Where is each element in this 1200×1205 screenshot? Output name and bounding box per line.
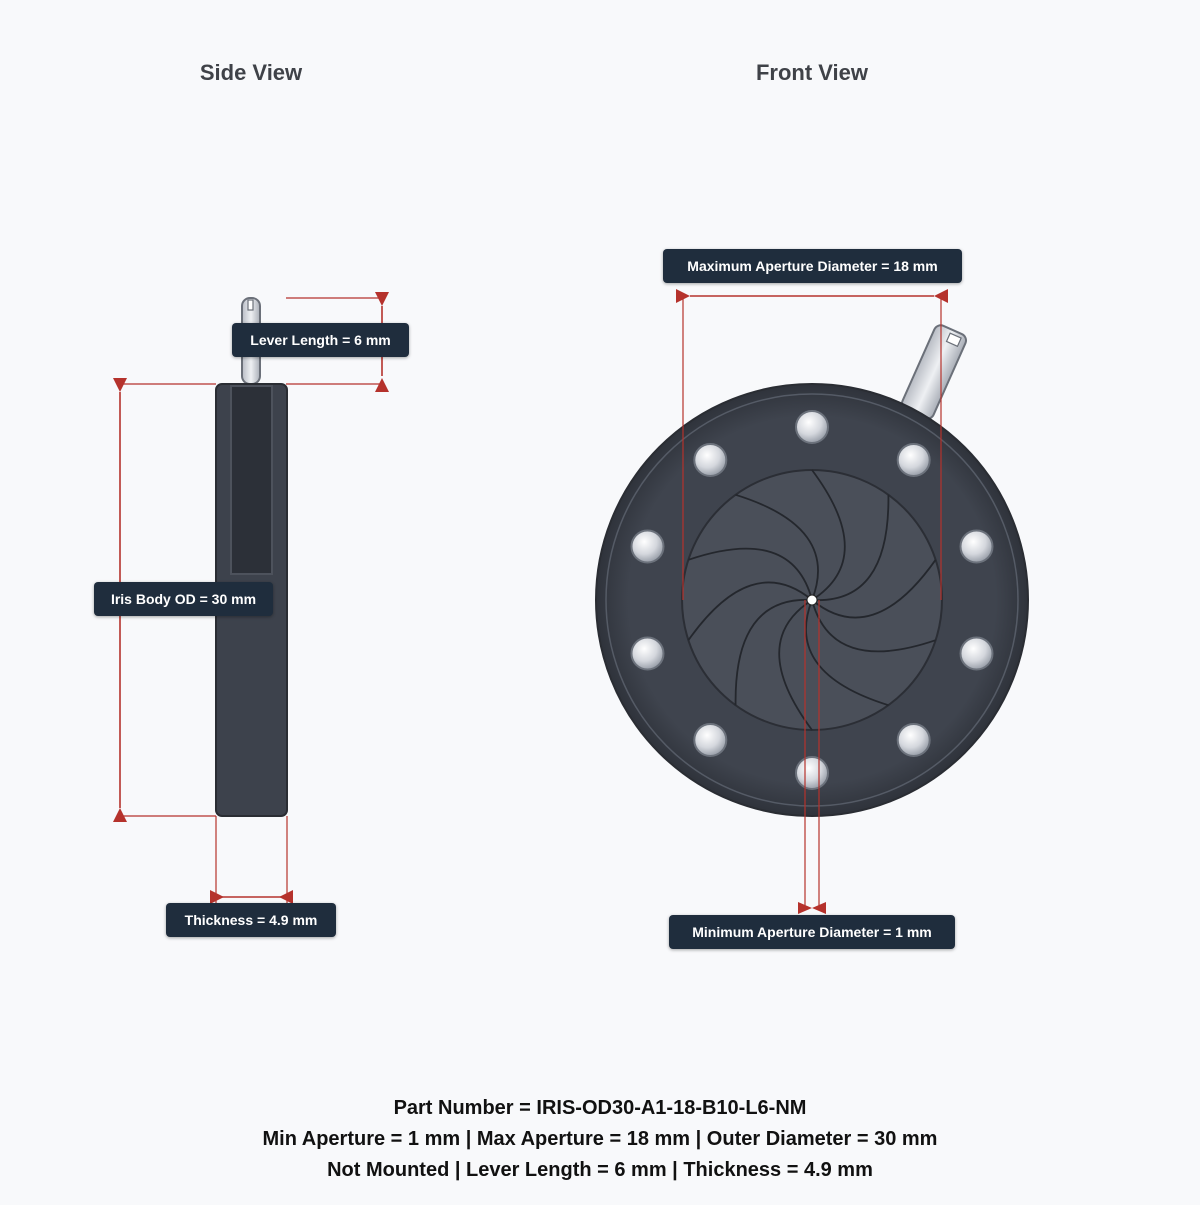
max-aperture-label: Maximum Aperture Diameter = 18 mm [663, 249, 962, 283]
iris-aperture [682, 470, 942, 730]
footer-specs-line: Min Aperture = 1 mm | Max Aperture = 18 mm | Outer Diameter = 30 mm [262, 1128, 938, 1150]
center-pinhole [807, 595, 817, 605]
body-od-label: Iris Body OD = 30 mm [94, 582, 273, 616]
screw-head [632, 531, 664, 563]
screw-head [694, 444, 726, 476]
screw-head [898, 444, 930, 476]
thickness-label: Thickness = 4.9 mm [166, 903, 336, 937]
thickness-dimension [210, 816, 293, 904]
footer-part-number: Part Number = IRIS-OD30-A1-18-B10-L6-NM [393, 1097, 807, 1119]
screw-head [898, 724, 930, 756]
screw-head [961, 531, 993, 563]
front-view-title: Front View [755, 60, 869, 85]
screw-head [694, 724, 726, 756]
front-lever [900, 323, 968, 421]
side-view-title: Side View [199, 60, 303, 85]
screw-head [961, 638, 993, 670]
screw-head [796, 757, 828, 789]
min-aperture-label: Minimum Aperture Diameter = 1 mm [669, 915, 955, 949]
front-view [596, 289, 1028, 914]
screw-head [796, 411, 828, 443]
lever-length-label: Lever Length = 6 mm [232, 323, 409, 357]
screw-head [632, 638, 664, 670]
footer-mount-line: Not Mounted | Lever Length = 6 mm | Thickness = 4.9 mm [327, 1159, 873, 1181]
